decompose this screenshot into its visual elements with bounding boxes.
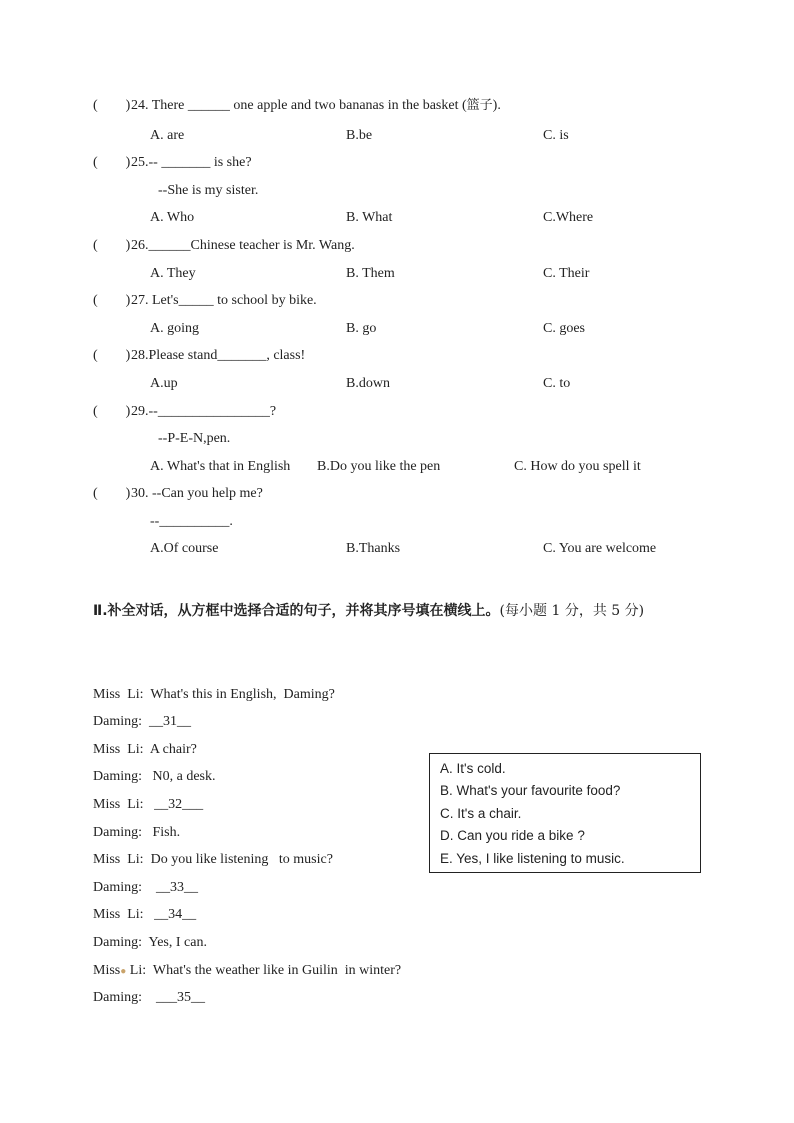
answer-paren-24: ( ) [93, 98, 131, 113]
answer-paren-30: ( ) [93, 486, 131, 501]
question-28-stem: 28.Please stand_______, class! [131, 348, 306, 363]
option-30-a: A.Of course [150, 541, 219, 556]
dialogue-text: Do you like listening to music? [150, 852, 333, 867]
dialogue-speaker: Daming: [93, 825, 142, 840]
dialogue-line-3 [93, 741, 197, 759]
dialogue-speaker: Miss Li: [93, 907, 144, 922]
option-24-a: A. are [150, 128, 185, 143]
dialogue-speaker: Daming: [93, 714, 142, 729]
option-24-c: C. is [543, 128, 569, 143]
dialogue-text: Fish. [152, 825, 181, 840]
option-27-b: B. go [346, 321, 377, 336]
bullet-dot: ● [120, 966, 127, 977]
dialogue-line-4 [93, 768, 216, 786]
dialogue-line-12 [93, 989, 205, 1007]
answer-paren-25: ( ) [93, 155, 131, 170]
dialogue-line-9 [93, 906, 196, 924]
choice-c: C. It's a chair. [440, 806, 522, 821]
question-24-cn: 篮子 [466, 98, 493, 113]
blank-32: __32___ [154, 797, 204, 812]
dialogue-speaker: Daming: [93, 935, 142, 950]
dialogue-line-1 [93, 686, 335, 704]
dialogue-speaker: Daming: [93, 769, 142, 784]
question-29-sub: --P-E-N,pen. [158, 431, 231, 446]
option-25-a: A. Who [150, 210, 195, 225]
answer-paren-27: ( ) [93, 293, 131, 308]
question-25-stem: 25.-- _______ is she? [131, 155, 252, 170]
dialogue-speaker-2: Li: [129, 963, 147, 978]
option-29-a: A. What's that in English [150, 459, 291, 474]
dialogue-speaker: Daming: [93, 990, 142, 1005]
question-27-stem: 27. Let's_____ to school by bike. [131, 293, 317, 308]
dialogue-speaker: Miss Li: [93, 742, 144, 757]
dialogue-line-8 [93, 879, 198, 897]
option-25-b: B. What [346, 210, 393, 225]
choice-e: E. Yes, I like listening to music. [440, 851, 625, 866]
option-25-c: C.Where [543, 210, 594, 225]
blank-35: ___35__ [156, 990, 205, 1005]
option-27-c: C. goes [543, 321, 585, 336]
answer-paren-29: ( ) [93, 404, 131, 419]
question-30-stem: 30. --Can you help me? [131, 486, 263, 501]
dialogue-text: What's this in English, Daming? [150, 687, 335, 702]
choice-a: A. It's cold. [440, 761, 506, 776]
dialogue-speaker: Daming: [93, 880, 142, 895]
option-30-c: C. You are welcome [543, 541, 657, 556]
choice-d: D. Can you ride a bike ? [440, 828, 585, 843]
dialogue-speaker: Miss Li: [93, 687, 144, 702]
dialogue-text: Yes, I can. [148, 935, 207, 950]
dialogue-line-5 [93, 796, 203, 814]
option-27-a: A. going [150, 321, 199, 336]
question-24 [131, 97, 501, 115]
question-24-stem: 24. There ______ one apple and two bananas in the basket ( [131, 98, 467, 113]
question-30-sub: --__________. [150, 514, 233, 529]
dialogue-line-7 [93, 851, 333, 869]
section-2-title-scoring: (每小题 1 分，共 5 分) [499, 603, 645, 619]
question-26-stem: 26.______Chinese teacher is Mr. Wang. [131, 238, 355, 253]
dialogue-text: What's the weather like in Guilin in winter? [152, 963, 402, 978]
dialogue-line-2 [93, 713, 191, 731]
option-26-c: C. Their [543, 266, 590, 281]
answer-paren-28: ( ) [93, 348, 131, 363]
option-26-a: A. They [150, 266, 196, 281]
option-29-b: B.Do you like the pen [317, 459, 441, 474]
dialogue-line-10 [93, 934, 207, 952]
question-25-sub: --She is my sister. [158, 183, 259, 198]
dialogue-speaker: Miss Li: [93, 797, 144, 812]
option-30-b: B.Thanks [346, 541, 401, 556]
blank-31: __31__ [149, 714, 191, 729]
question-29-stem: 29.--________________? [131, 404, 277, 419]
dialogue-speaker: Miss Li: [93, 852, 144, 867]
question-24-end: ). [492, 98, 501, 113]
option-26-b: B. Them [346, 266, 395, 281]
option-24-b: B.be [346, 128, 373, 143]
section-2-title [93, 596, 705, 626]
answer-paren-26: ( ) [93, 238, 131, 253]
option-28-c: C. to [543, 376, 571, 391]
section-2-title-main: Ⅱ.补全对话，从方框中选择合适的句子，并将其序号填在横线上。 [93, 603, 500, 619]
dialogue-line-11 [93, 962, 401, 981]
choices-box [429, 753, 701, 873]
blank-33: __33__ [156, 880, 198, 895]
choice-b: B. What's your favourite food? [440, 783, 621, 798]
dialogue-speaker: Miss [93, 963, 121, 978]
option-29-c: C. How do you spell it [514, 459, 641, 474]
dialogue-text: N0, a desk. [152, 769, 216, 784]
option-28-a: A.up [150, 376, 178, 391]
blank-34: __34__ [154, 907, 197, 922]
option-28-b: B.down [346, 376, 390, 391]
dialogue-text: A chair? [149, 742, 197, 757]
dialogue-line-6 [93, 824, 180, 842]
